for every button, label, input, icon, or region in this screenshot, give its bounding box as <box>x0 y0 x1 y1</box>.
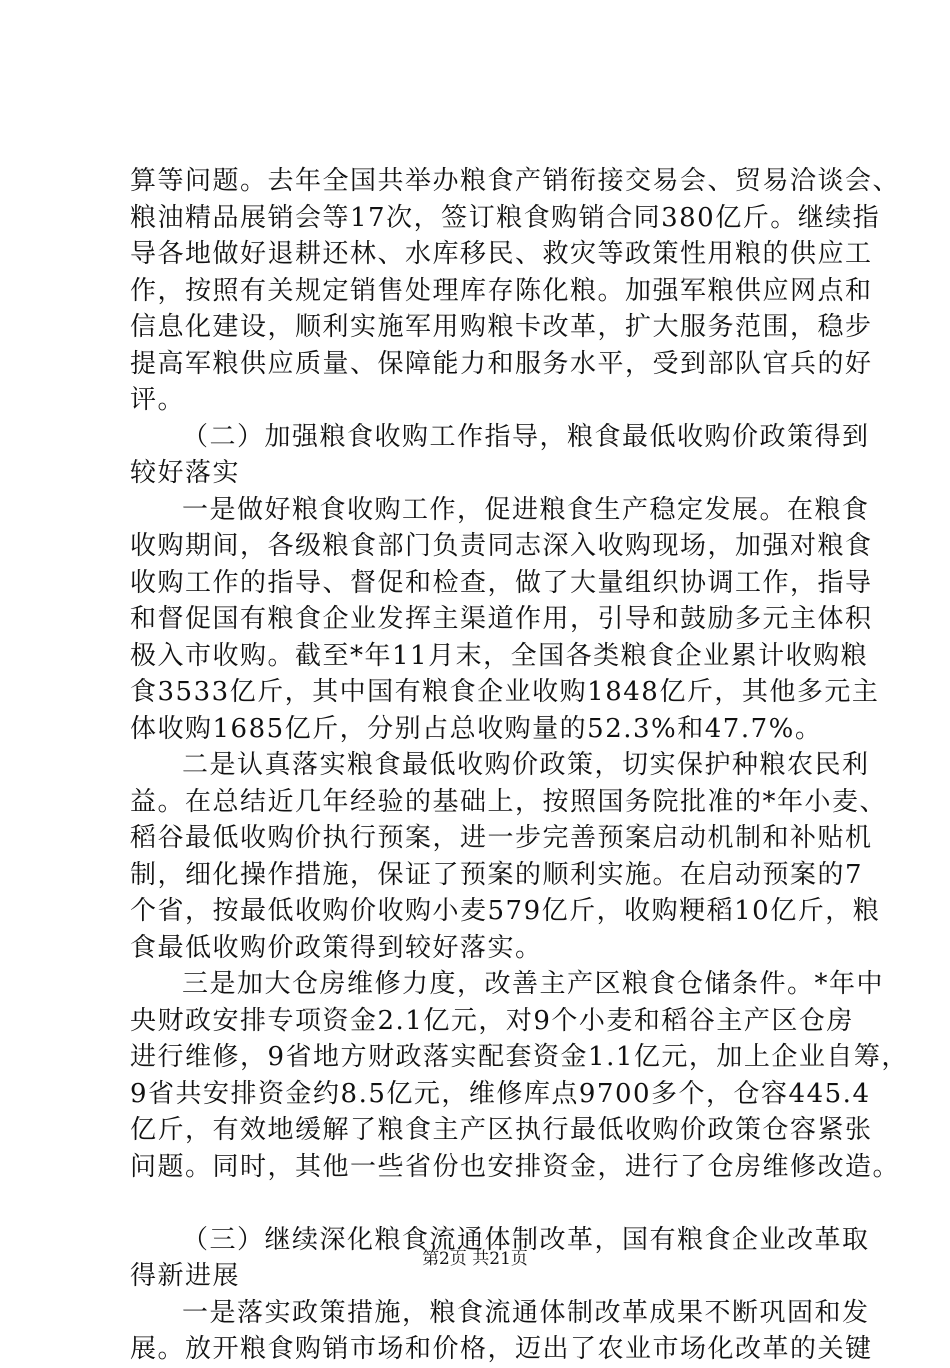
blank-line <box>130 1185 835 1222</box>
text-line: 粮油精品展销会等17次，签订粮食购销合同380亿斤。继续指 <box>130 202 881 233</box>
section-heading-cont: 较好落实 <box>130 458 241 488</box>
text-line: 算等问题。去年全国共举办粮食产销衔接交易会、贸易洽谈会、 <box>130 166 901 196</box>
page-footer: 第2页 共21页 <box>422 1249 528 1269</box>
text-line: 二是认真落实粮食最低收购价政策，切实保护种粮农民利 <box>182 750 870 780</box>
text-line: 稻谷最低收购价执行预案，进一步完善预案启动机制和补贴机 <box>130 823 873 853</box>
text-line: 收购期间，各级粮食部门负责同志深入收购现场，加强对粮食 <box>130 531 873 561</box>
section-heading-cont: 得新进展 <box>130 1261 241 1291</box>
text-line: 信息化建设，顺利实施军用购粮卡改革，扩大服务范围，稳步 <box>130 312 873 342</box>
text-line: 提高军粮供应质量、保障能力和服务水平，受到部队官兵的好 <box>130 348 873 379</box>
text-line: 一是做好粮食收购工作，促进粮食生产稳定发展。在粮食 <box>182 494 870 525</box>
text-line: 和督促国有粮食企业发挥主渠道作用，引导和鼓励多元主体积 <box>130 604 873 634</box>
text-line: 9省共安排资金约8.5亿元，维修库点9700多个，仓容445.4 <box>130 1078 871 1109</box>
text-line: 极入市收购。截至*年11月末，全国各类粮食企业累计收购粮 <box>130 640 869 671</box>
text-line: 收购工作的指导、督促和检查，做了大量组织协调工作，指导 <box>130 567 873 598</box>
text-line: 央财政安排专项资金2.1亿元，对9个小麦和稻谷主产区仓房 <box>130 1005 854 1036</box>
text-line: 个省，按最低收购价收购小麦579亿斤，收购粳稻10亿斤，粮 <box>130 896 881 926</box>
text-line: 三是加大仓房维修力度，改善主产区粮食仓储条件。*年中 <box>182 969 885 999</box>
body-text <box>130 163 909 1368</box>
section-heading: （三）继续深化粮食流通体制改革，国有粮食企业改革取 <box>182 1224 870 1255</box>
text-line: 亿斤，有效地缓解了粮食主产区执行最低收购价政策仓容紧张 <box>130 1115 873 1145</box>
text-line: 体收购1685亿斤，分别占总收购量的52.3%和47.7%。 <box>130 713 823 744</box>
text-line: 展。放开粮食购销市场和价格，迈出了农业市场化改革的关键 <box>130 1334 873 1364</box>
text-line: 益。在总结近几年经验的基础上，按照国务院批准的*年小麦、 <box>130 786 888 817</box>
text-line: 食3533亿斤，其中国有粮食企业收购1848亿斤，其他多元主 <box>130 677 880 707</box>
section-heading: （二）加强粮食收购工作指导，粮食最低收购价政策得到 <box>182 421 870 452</box>
text-line: 作，按照有关规定销售处理库存陈化粮。加强军粮供应网点和 <box>130 275 873 306</box>
text-line: 导各地做好退耕还林、水库移民、救灾等政策性用粮的供应工 <box>130 239 873 269</box>
text-line: 一是落实政策措施，粮食流通体制改革成果不断巩固和发 <box>182 1297 870 1328</box>
text-line: 食最低收购价政策得到较好落实。 <box>130 932 543 963</box>
text-line: 进行维修，9省地方财政落实配套资金1.1亿元，加上企业自筹， <box>130 1042 909 1072</box>
text-line: 制，细化操作措施，保证了预案的顺利实施。在启动预案的7 <box>130 859 864 890</box>
text-line: 问题。同时，其他一些省份也安排资金，进行了仓房维修改造。 <box>130 1151 901 1182</box>
text-line: 评。 <box>130 385 186 415</box>
